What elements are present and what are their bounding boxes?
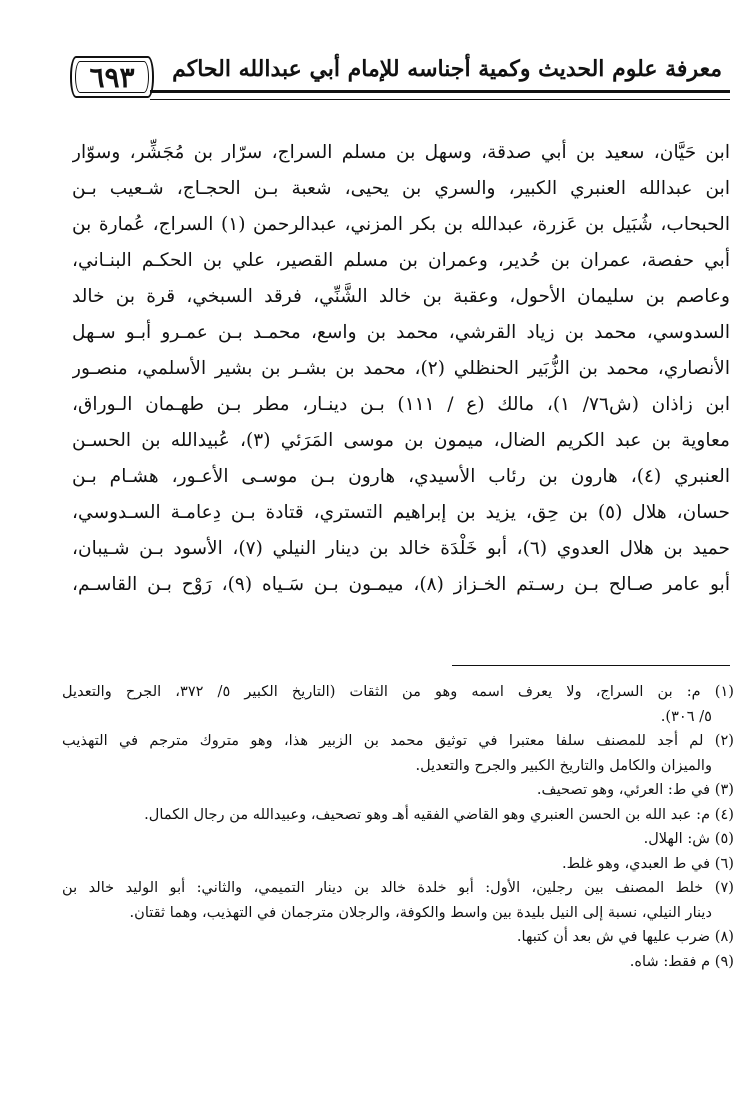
- footnote-line: ٥/ ٣٠٦).: [660, 707, 712, 725]
- footnote-line: (٢) لم أجد للمصنف سلفا معتبرا في توثيق محمد بن الزبير هذا، وهو متروك مترجم في التهذيب: [62, 732, 734, 749]
- footnote-line: (٨) ضرب عليها في ش بعد أن كتبها.: [516, 928, 734, 945]
- footnote-line: (٣) في ط: العرئي، وهو تصحيف.: [536, 781, 734, 798]
- running-title: معرفة علوم الحديث وكمية أجناسه للإمام أبي عبدالله الحاكم: [172, 56, 722, 82]
- footnote-line: (٥) ش: الهلال.: [643, 830, 734, 847]
- footnotes: [62, 680, 734, 974]
- header-rule: [150, 90, 730, 100]
- page-number-frame: [70, 56, 154, 98]
- page-number: ٦٩٣: [89, 60, 135, 94]
- main-text: [72, 135, 730, 603]
- footnote-line: (٩) م فقط: شاه.: [629, 952, 734, 970]
- text-line: أبو عامر صـالح بـن رسـتم الخـزاز (٨)، ميمـون بـن سَـياه (٩)، رَوْح بـن القاسـم،: [72, 574, 730, 595]
- text-line: وعاصم بن سليمان الأحول، وعقبة بن خالد الشَّنِّي، فرقد السبخي، قرة بن خالد: [72, 286, 730, 307]
- text-line: حسان، هلال (٥) بن حِق، يزيد بن إبراهيم التستري، قتادة بـن دِعامـة السـدوسي،: [72, 502, 730, 523]
- text-line: السدوسي، محمد بن زياد القرشي، محمد بن واسع، محمـد بـن عمـرو أبـو سـهل: [72, 322, 730, 343]
- footnote-line: (١) م: بن السراج، ولا يعرف اسمه وهو من الثقات (التاريخ الكبير ٥/ ٣٧٢، الجرح والتعديل: [62, 683, 734, 700]
- text-line: أبي حفصة، عمران بن حُدير، وعمران بن مسلم القصير، علي بن الحكـم البنـاني،: [72, 250, 730, 271]
- text-line: معاوية بن عبد الكريم الضال، ميمون بن موسى المَرَئي (٣)، عُبيدالله بن الحسـن: [72, 430, 730, 451]
- footnote-separator: [452, 665, 730, 666]
- text-line: حميد بن هلال العدوي (٦)، أبو خَلْدَة خالد بن دينار النيلي (٧)، الأسود بـن شـيبان،: [72, 538, 730, 559]
- text-line: ابن زاذان (ش٧٦/ ١)، مالك (ع / ١١١) بـن دينـار، مطر بـن طهـمان الـوراق،: [72, 394, 730, 415]
- footnote-line: (٤) م: عبد الله بن الحسن العنبري وهو القاضي الفقيه أهـ وهو تصحيف، وعبيدالله من رجال الكمال.: [144, 805, 734, 823]
- footnote-line: (٧) خلط المصنف بين رجلين، الأول: أبو خلدة خالد بن دينار التميمي، والثاني: أبو الوليد خالد بن: [62, 879, 734, 896]
- footnote-line: (٦) في ط العبدي، وهو غلط.: [561, 854, 734, 872]
- text-line: ابن حَيَّان، سعيد بن أبي صدقة، وسهل بن مسلم السراج، سرّار بن مُجَشِّر، وسوّار: [72, 142, 730, 163]
- text-line: ابن عبدالله العنبري الكبير، والسري بن يحيى، شعبة بـن الحجـاج، شـعيب بـن: [72, 178, 730, 199]
- text-line: الحبحاب، شُبَيل بن عَزرة، عبدالله بن بكر المزني، عبدالرحمن (١) السراج، عُمارة بن: [72, 214, 730, 235]
- footnote-line: والميزان والكامل والتاريخ الكبير والجرح والتعديل.: [415, 756, 712, 774]
- text-line: الأنصاري، محمد بن الزُّبَير الحنظلي (٢)، محمد بن بشـر بن بشير الأسلمي، منصـور: [72, 358, 730, 379]
- text-line: العنبري (٤)، هارون بن رئاب الأسيدي، هارون بـن موسـى الأعـور، هشـام بـن: [72, 466, 730, 487]
- page-header: [70, 52, 730, 100]
- footnote-line: دينار النيلي، نسبة إلى النيل بليدة بين واسط والكوفة، والرجلان مترجمان في التهذيب، وهما ثقتان.: [129, 903, 712, 921]
